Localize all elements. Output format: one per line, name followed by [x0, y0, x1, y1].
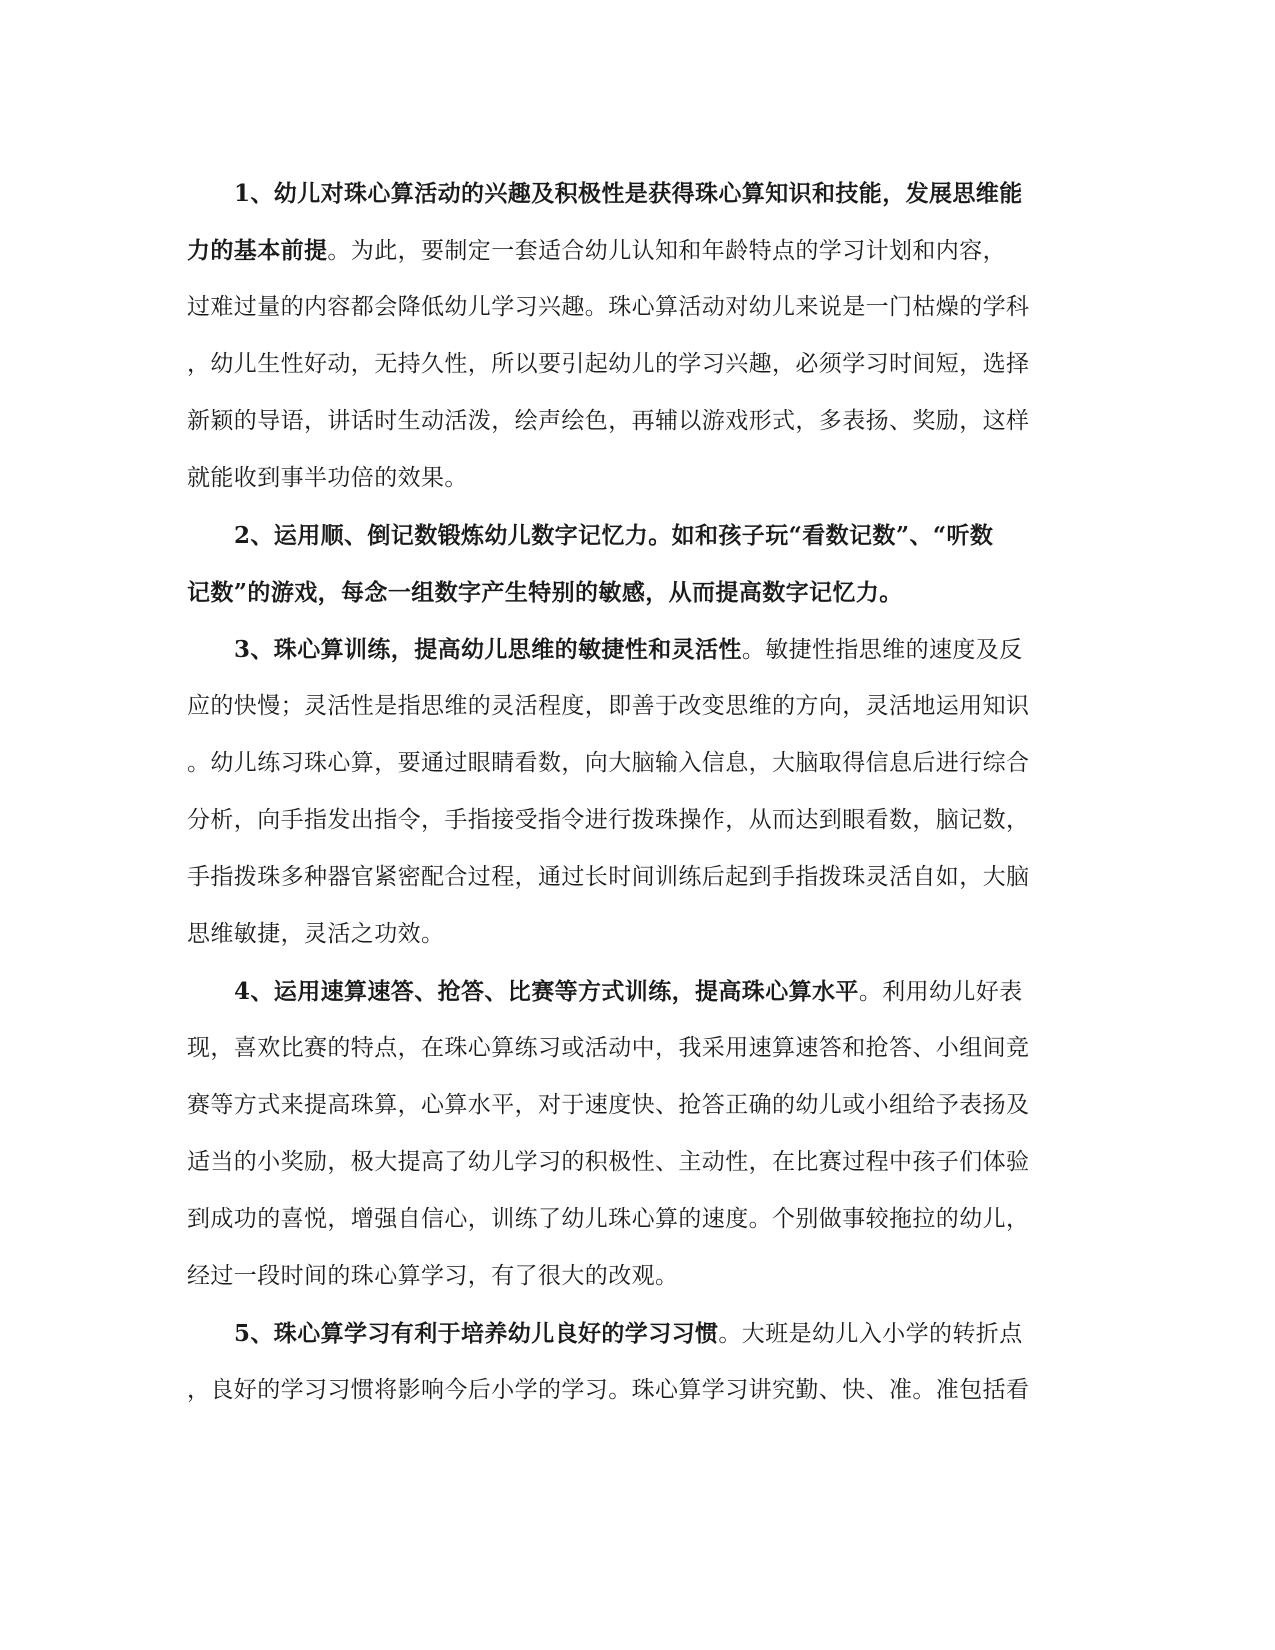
- text-line: [187, 906, 1087, 963]
- text-run: 现，喜欢比赛的特点，在珠心算练习或活动中，我采用速算速答和抢答、小组间竞: [187, 1035, 1030, 1061]
- text-line: [187, 1305, 1087, 1362]
- text-line: [187, 1191, 1087, 1248]
- text-line: [187, 1248, 1087, 1305]
- text-line: [187, 1362, 1087, 1419]
- text-line: [187, 564, 1087, 621]
- document-body: [187, 165, 1087, 1419]
- text-run: 分析，向手指发出指令，手指接受指令进行拨珠操作，从而达到眼看数，脑记数，: [187, 807, 1030, 833]
- text-run: 。幼儿练习珠心算，要通过眼睛看数，向大脑输入信息，大脑取得信息后进行综合: [187, 750, 1030, 776]
- text-run: 。大班是幼儿入小学的转折点: [718, 1321, 1023, 1347]
- text-line: [187, 507, 1087, 564]
- text-run: 应的快慢；灵活性是指思维的灵活程度，即善于改变思维的方向，灵活地运用知识: [187, 693, 1030, 719]
- text-run: ，良好的学习习惯将影响今后小学的学习。珠心算学习讲究勤、快、准。准包括看: [187, 1377, 1030, 1403]
- paragraph-4: [187, 963, 1087, 1305]
- paragraph-5: [187, 1305, 1087, 1419]
- text-line: [187, 1077, 1087, 1134]
- text-run: 赛等方式来提高珠算，心算水平，对于速度快、抢答正确的幼儿或小组给予表扬及: [187, 1092, 1030, 1118]
- text-run: 。利用幼儿好表: [858, 979, 1023, 1005]
- paragraph-2: [187, 507, 1087, 621]
- text-line: [187, 450, 1087, 507]
- text-run: 手指拨珠多种器官紧密配合过程，通过长时间训练后起到手指拨珠灵活自如，大脑: [187, 864, 1030, 890]
- text-line: [187, 678, 1087, 735]
- text-line: [187, 393, 1087, 450]
- text-line: [187, 735, 1087, 792]
- text-line: [187, 849, 1087, 906]
- bold-text-run: 力的基本前提: [187, 237, 328, 264]
- text-run: ，幼儿生性好动，无持久性，所以要引起幼儿的学习兴趣，必须学习时间短，选择: [187, 351, 1030, 377]
- text-line: [187, 336, 1087, 393]
- text-run: 新颖的导语，讲话时生动活泼，绘声绘色，再辅以游戏形式，多表扬、奖励，这样: [187, 408, 1030, 434]
- text-line: [187, 165, 1087, 222]
- bold-text-run: 记数”的游戏，每念一组数字产生特别的敏感，从而提高数字记忆力。: [187, 579, 903, 606]
- text-line: [187, 1020, 1087, 1077]
- paragraph-3: [187, 621, 1087, 963]
- text-line: [187, 963, 1087, 1020]
- text-line: [187, 792, 1087, 849]
- bold-text-run: 5、珠心算学习有利于培养幼儿良好的学习习惯: [234, 1320, 719, 1347]
- text-run: 经过一段时间的珠心算学习，有了很大的改观。: [187, 1263, 679, 1289]
- bold-text-run: 3、珠心算训练，提高幼儿思维的敏捷性和灵活性: [234, 636, 742, 663]
- text-line: [187, 621, 1087, 678]
- text-run: 适当的小奖励，极大提高了幼儿学习的积极性、主动性，在比赛过程中孩子们体验: [187, 1149, 1030, 1175]
- text-run: 。敏捷性指思维的速度及反: [741, 637, 1023, 663]
- bold-text-run: 2、运用顺、倒记数锻炼幼儿数字记忆力。如和孩子玩“看数记数”、“听数: [234, 522, 994, 549]
- bold-text-run: 1、幼儿对珠心算活动的兴趣及积极性是获得珠心算知识和技能，发展思维能: [234, 180, 1023, 207]
- paragraph-1: [187, 165, 1087, 507]
- text-run: 过难过量的内容都会降低幼儿学习兴趣。珠心算活动对幼儿来说是一门枯燥的学科: [187, 294, 1030, 320]
- text-line: [187, 222, 1087, 279]
- text-run: 思维敏捷，灵活之功效。: [187, 921, 445, 947]
- text-run: 就能收到事半功倍的效果。: [187, 465, 468, 491]
- text-line: [187, 279, 1087, 336]
- bold-text-run: 4、运用速算速答、抢答、比赛等方式训练，提高珠心算水平: [234, 978, 859, 1005]
- text-run: 到成功的喜悦，增强自信心，训练了幼儿珠心算的速度。个别做事较拖拉的幼儿，: [187, 1206, 1030, 1232]
- text-line: [187, 1134, 1087, 1191]
- text-run: 。为此，要制定一套适合幼儿认知和年龄特点的学习计划和内容，: [327, 238, 1007, 264]
